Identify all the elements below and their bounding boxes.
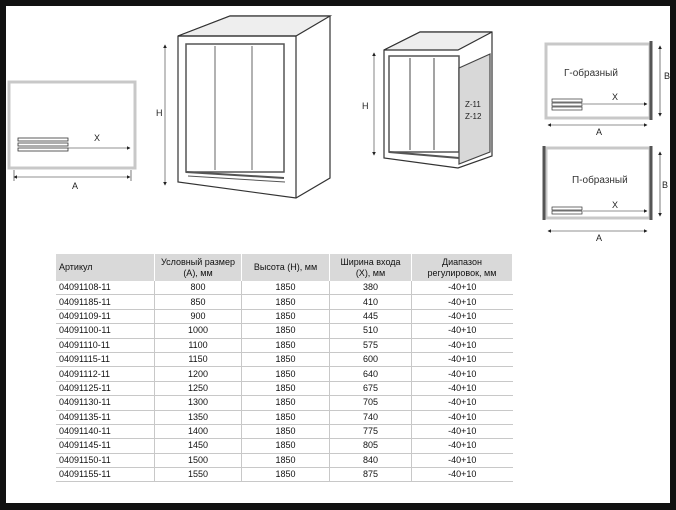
cell-height: 1850	[242, 468, 330, 482]
cell-height: 1850	[242, 352, 330, 366]
cell-width: 380	[330, 281, 412, 295]
table-row	[56, 381, 513, 395]
g-dim-b-label: B	[664, 71, 670, 81]
cell-height: 1850	[242, 309, 330, 323]
table-row	[56, 453, 513, 467]
cell-range: -40+10	[412, 453, 513, 467]
cell-range: -40+10	[412, 396, 513, 410]
g-dim-x-label: X	[612, 92, 619, 102]
header-article: Артикул	[56, 254, 155, 281]
p-shape-drawing	[544, 146, 660, 231]
table-row	[56, 439, 513, 453]
front-dim-x-label: X	[94, 133, 101, 143]
cell-article: 04091108-11	[56, 281, 155, 295]
g-shape-label: Г-образный	[564, 68, 618, 79]
cell-range: -40+10	[412, 439, 513, 453]
cell-height: 1850	[242, 439, 330, 453]
p-dim-x-label: X	[612, 200, 619, 210]
cell-width: 805	[330, 439, 412, 453]
cell-range: -40+10	[412, 367, 513, 381]
cell-article: 04091135-11	[56, 410, 155, 424]
cell-width: 875	[330, 468, 412, 482]
cell-width: 840	[330, 453, 412, 467]
header-adjust-range: Диапазон регулировок, мм	[412, 254, 513, 281]
cell-size: 1500	[155, 453, 242, 467]
cell-article: 04091125-11	[56, 381, 155, 395]
spec-sheet	[6, 6, 670, 503]
cell-width: 410	[330, 295, 412, 309]
cell-height: 1850	[242, 367, 330, 381]
panel-code-1: Z-11	[465, 100, 481, 109]
cell-range: -40+10	[412, 281, 513, 295]
cell-size: 1100	[155, 338, 242, 352]
perspective-box-drawing	[165, 16, 330, 198]
cell-size: 1150	[155, 352, 242, 366]
cell-width: 675	[330, 381, 412, 395]
p-dim-b-label: B	[662, 180, 669, 190]
cell-size: 1300	[155, 396, 242, 410]
cell-size: 1400	[155, 424, 242, 438]
cell-height: 1850	[242, 424, 330, 438]
cell-size: 1450	[155, 439, 242, 453]
header-height: Высота (Н), мм	[242, 254, 330, 281]
cell-width: 575	[330, 338, 412, 352]
table-header-row	[56, 254, 513, 281]
cell-range: -40+10	[412, 424, 513, 438]
table-row	[56, 338, 513, 352]
cell-article: 04091100-11	[56, 324, 155, 338]
cell-size: 1550	[155, 468, 242, 482]
cell-size: 1250	[155, 381, 242, 395]
cell-width: 640	[330, 367, 412, 381]
cell-range: -40+10	[412, 381, 513, 395]
cell-article: 04091115-11	[56, 352, 155, 366]
cell-height: 1850	[242, 338, 330, 352]
cell-height: 1850	[242, 295, 330, 309]
cell-width: 445	[330, 309, 412, 323]
cell-height: 1850	[242, 381, 330, 395]
table-row	[56, 367, 513, 381]
cell-height: 1850	[242, 281, 330, 295]
cell-size: 1200	[155, 367, 242, 381]
cell-height: 1850	[242, 453, 330, 467]
g-shape-drawing	[546, 41, 660, 125]
table-row	[56, 396, 513, 410]
cell-article: 04091150-11	[56, 453, 155, 467]
cell-article: 04091155-11	[56, 468, 155, 482]
cell-height: 1850	[242, 324, 330, 338]
spec-table	[56, 254, 513, 482]
cell-width: 510	[330, 324, 412, 338]
cell-size: 900	[155, 309, 242, 323]
header-nominal-size: Условный размер (А), мм	[155, 254, 242, 281]
cell-size: 800	[155, 281, 242, 295]
cell-range: -40+10	[412, 309, 513, 323]
cell-range: -40+10	[412, 410, 513, 424]
cell-article: 04091185-11	[56, 295, 155, 309]
table-row	[56, 468, 513, 482]
p-dim-a-label: A	[596, 233, 603, 243]
cell-width: 600	[330, 352, 412, 366]
cell-article: 04091112-11	[56, 367, 155, 381]
cell-article: 04091109-11	[56, 309, 155, 323]
table-row	[56, 324, 513, 338]
table-row	[56, 352, 513, 366]
technical-drawings	[6, 6, 670, 246]
cell-range: -40+10	[412, 468, 513, 482]
g-dim-a-label: A	[596, 127, 603, 137]
cell-range: -40+10	[412, 338, 513, 352]
table-row	[56, 424, 513, 438]
cell-article: 04091110-11	[56, 338, 155, 352]
p-shape-label: П-образный	[572, 175, 628, 186]
cell-size: 850	[155, 295, 242, 309]
table-row	[56, 295, 513, 309]
cell-article: 04091140-11	[56, 424, 155, 438]
cell-width: 740	[330, 410, 412, 424]
front-view-drawing	[9, 82, 135, 181]
cell-range: -40+10	[412, 295, 513, 309]
header-entry-width: Ширина входа (X), мм	[330, 254, 412, 281]
cell-size: 1000	[155, 324, 242, 338]
front-dim-a-label: A	[72, 181, 79, 191]
cell-height: 1850	[242, 396, 330, 410]
cell-width: 705	[330, 396, 412, 410]
cell-article: 04091145-11	[56, 439, 155, 453]
panel-dim-h-label: H	[362, 101, 369, 111]
table-row	[56, 281, 513, 295]
table-row	[56, 309, 513, 323]
box-dim-h-label: H	[156, 108, 163, 118]
panel-code-2: Z-12	[465, 112, 482, 121]
cell-range: -40+10	[412, 324, 513, 338]
cell-range: -40+10	[412, 352, 513, 366]
cell-width: 775	[330, 424, 412, 438]
cell-size: 1350	[155, 410, 242, 424]
cell-article: 04091130-11	[56, 396, 155, 410]
cell-height: 1850	[242, 410, 330, 424]
table-row	[56, 410, 513, 424]
